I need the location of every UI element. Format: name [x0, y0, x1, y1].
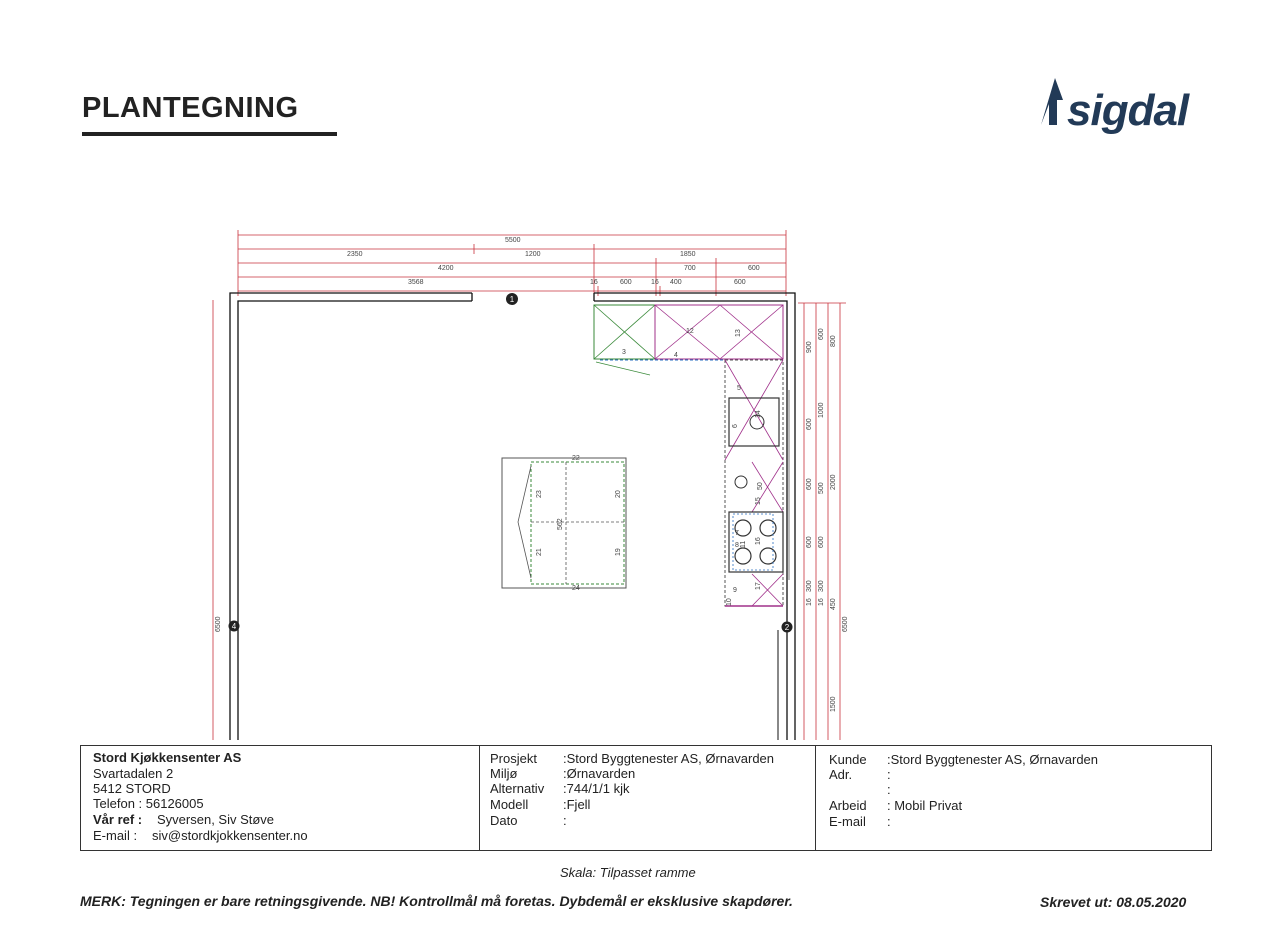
customer-value: :Stord Byggtenester AS, Ørnavarden [887, 752, 1099, 767]
date-label: Dato [490, 813, 518, 828]
svg-text:19: 19 [615, 548, 622, 556]
svg-text:10: 10 [726, 598, 733, 606]
dim-label: 16 [590, 279, 598, 286]
svg-text:50: 50 [757, 482, 764, 490]
info-table [80, 745, 1212, 851]
svg-text:24: 24 [572, 585, 580, 592]
dim-label: 3568 [408, 279, 424, 286]
dim-label: 5500 [505, 237, 521, 244]
ref-label: Vår ref : [93, 812, 143, 827]
address-value: : [887, 767, 891, 782]
disclaimer-note: MERK: Tegningen er bare retningsgivende. NB! Kontrollmål må foretas. Dybdemål er eksklusive skapdører. [80, 893, 793, 909]
svg-text:16: 16 [806, 598, 813, 606]
svg-text:800: 800 [830, 335, 837, 347]
customer-label: Kunde [829, 752, 867, 767]
dim-label: 600 [748, 265, 760, 272]
work-value: : Mobil Privat [887, 798, 963, 813]
customer-email-label: E-mail [829, 814, 866, 829]
svg-text:sigdal: sigdal [1067, 86, 1189, 135]
wall-marker-2 [782, 622, 793, 633]
model-label: Modell [490, 797, 529, 812]
svg-text:20: 20 [615, 490, 622, 498]
wall-marker-4 [229, 621, 240, 632]
svg-text:450: 450 [830, 598, 837, 610]
left-dim-label: 6500 [215, 616, 222, 632]
svg-text:14: 14 [755, 410, 762, 418]
svg-text:11: 11 [740, 540, 747, 548]
svg-text:8: 8 [735, 542, 739, 549]
svg-text:23: 23 [536, 490, 543, 498]
wall-marker-1 [506, 293, 518, 305]
svg-text:900: 900 [806, 341, 813, 353]
svg-text:17: 17 [755, 582, 762, 590]
model-value: :Fjell [563, 797, 591, 812]
email-label: E-mail : [93, 828, 138, 843]
company-postal: 5412 STORD [93, 781, 171, 796]
dim-label: 1850 [680, 251, 696, 258]
environment-value: :Ørnavarden [563, 766, 636, 781]
svg-text:3: 3 [622, 349, 626, 356]
right-dimension-labels [806, 328, 849, 712]
svg-text:22: 22 [572, 455, 580, 462]
svg-text:562: 562 [557, 518, 564, 530]
project-column [479, 746, 816, 850]
dim-label: 16 [651, 279, 659, 286]
svg-text:600: 600 [806, 478, 813, 490]
company-column [81, 746, 480, 850]
svg-text:600: 600 [818, 328, 825, 340]
svg-text:5: 5 [737, 385, 741, 392]
svg-text:6500: 6500 [842, 616, 849, 632]
dim-label: 600 [734, 279, 746, 286]
printed-date: Skrevet ut: 08.05.2020 [1040, 894, 1187, 910]
svg-text:16: 16 [818, 598, 825, 606]
company-phone: Telefon : 56126005 [93, 796, 204, 811]
dim-label: 2350 [347, 251, 363, 258]
dim-label: 4200 [438, 265, 454, 272]
svg-text:13: 13 [735, 329, 742, 337]
svg-text:15: 15 [755, 497, 762, 505]
svg-text:12: 12 [686, 328, 694, 335]
alternative-label: Alternativ [490, 781, 545, 796]
svg-text:600: 600 [806, 418, 813, 430]
date-value: : [563, 813, 567, 828]
upper-cabinets [594, 305, 783, 375]
kitchen-island [502, 458, 626, 588]
cabinet-number-labels [536, 328, 764, 606]
svg-text:2000: 2000 [830, 474, 837, 490]
svg-text:1: 1 [509, 295, 515, 304]
customer-column [815, 746, 1210, 850]
ref-value: Syversen, Siv Støve [157, 812, 275, 827]
project-value: :Stord Byggtenester AS, Ørnavarden [563, 751, 775, 766]
alternative-value: :744/1/1 kjk [563, 781, 630, 796]
company-name: Stord Kjøkkensenter AS [93, 750, 242, 765]
svg-text:1500: 1500 [830, 696, 837, 712]
svg-text:600: 600 [818, 536, 825, 548]
svg-text:1000: 1000 [818, 402, 825, 418]
svg-text:300: 300 [818, 580, 825, 592]
svg-text:21: 21 [536, 548, 543, 556]
dim-label: 600 [620, 279, 632, 286]
dim-label: 1200 [525, 251, 541, 258]
email-value: siv@stordkjokkensenter.no [152, 828, 308, 843]
environment-label: Miljø [490, 766, 518, 781]
svg-text:16: 16 [755, 537, 762, 545]
svg-text:2: 2 [784, 623, 790, 632]
scale-label: Skala: Tilpasset ramme [560, 865, 696, 880]
svg-text:4: 4 [674, 352, 678, 359]
address-label: Adr. [829, 767, 853, 782]
right-cabinets [725, 360, 783, 606]
company-address: Svartadalen 2 [93, 766, 174, 781]
svg-text:600: 600 [806, 536, 813, 548]
work-label: Arbeid [829, 798, 867, 813]
svg-text:9: 9 [733, 587, 737, 594]
page-title: PLANTEGNING [82, 92, 299, 124]
address-value-2: : [887, 782, 891, 797]
dim-label: 400 [670, 279, 682, 286]
project-label: Prosjekt [490, 751, 537, 766]
top-dimension-labels [347, 237, 760, 286]
svg-text:4: 4 [231, 622, 237, 631]
svg-text:7: 7 [735, 530, 739, 537]
svg-text:6: 6 [732, 424, 739, 428]
dim-label: 700 [684, 265, 696, 272]
customer-email-value: : [887, 814, 891, 829]
svg-text:300: 300 [806, 580, 813, 592]
right-dimension-lines [798, 303, 846, 740]
svg-text:500: 500 [818, 482, 825, 494]
